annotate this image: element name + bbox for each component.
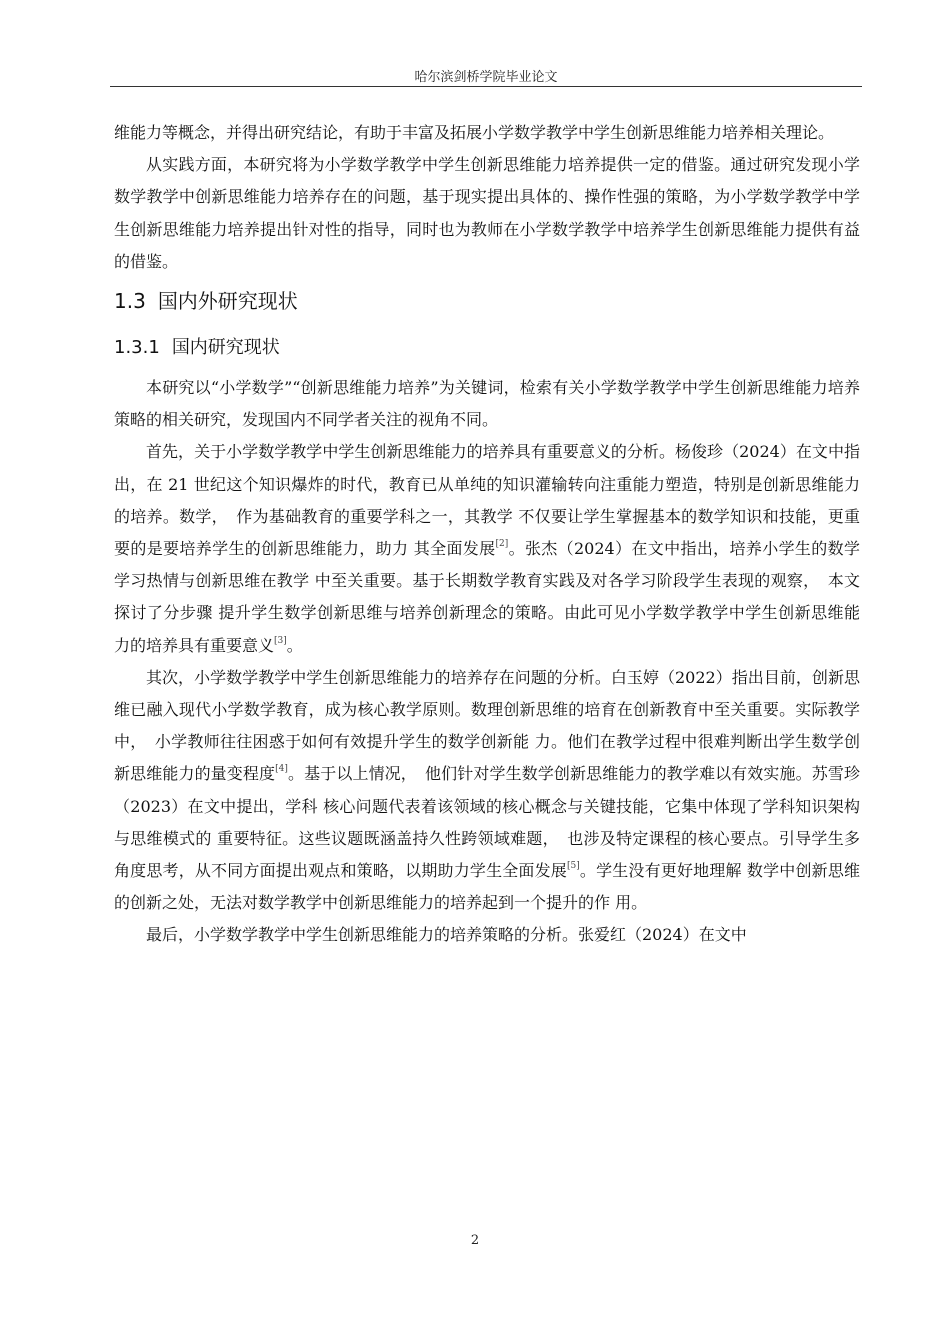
paragraph-text: 其次，小学数学教学中学生创新思维能力的培养存在问题的分析。白玉婷（2022）指出目前，创新思维已融入现代小学数学教育，成为核心教学原则。数理创新思维的培育在创新教育中至关重要。实际教学中， 小学教师往往困惑于如何有效提升学生的数学创新能 力。他们在教学过程中很难判断出学生数学创新思维能力的量变程度 <box>114 667 860 784</box>
section-heading-1-3 <box>114 278 860 324</box>
paragraph-text: 。 <box>286 635 303 655</box>
paragraph-significance <box>114 436 860 661</box>
paragraph-text: 。学生没有更好地理解 数学中创新思维的创新之处，无法对数学教学中创新思维能力的培养起到一个提升的作 用。 <box>114 861 860 913</box>
page-body <box>114 117 860 952</box>
paragraph-problems <box>114 662 860 920</box>
subsection-heading-1-3-1 <box>114 324 860 372</box>
subsection-title: 国内研究现状 <box>171 337 280 359</box>
paragraph-text: 。基于以上情况， 他们针对学生数学创新思维能力的教学难以有效实施。苏雪珍（2023）在文中提出，学科 核心问题代表着该领域的核心概念与关键技能，它集中体现了学科知识架构与思维模式的 重要特征。这些议题既涵盖持久性跨领域难题， 也涉及特定课程的核心要点。引导学生多 角度思考，从不同方面提出观点和策略，以期助力学生全面发展 <box>114 764 860 881</box>
subsection-number: 1.3.1 <box>114 337 160 359</box>
section-title: 国内外研究现状 <box>157 289 298 314</box>
page-number: 2 <box>470 1233 480 1248</box>
paragraph-practice: 从实践方面，本研究将为小学数学教学中学生创新思维能力培养提供一定的借鉴。通过研究发现小学数学教学中创新思维能力培养存在的问题，基于现实提出具体的、操作性强的策略，为小学数学教学中学生创新思维能力培养提出针对性的指导，同时也为教师在小学数学教学中培养学生创新思维能力提供有益的借鉴。 <box>114 155 860 271</box>
citation-2: [2] <box>495 539 509 550</box>
paragraph-text: 首先，关于小学数学教学中学生创新思维能力的培养具有重要意义的分析。杨俊珍（2024）在文中指出，在 21 世纪这个知识爆炸的时代，教育已从单纯的知识灌输转向注重能力塑造，特别是创新思维能力的培养。数学， 作为基础教育的重要学科之一，其教学 不仅要让学生掌握基本的数学知识和技能，更重要的是要培养学生的创新思维能力，助力 其全面发展 <box>114 442 860 559</box>
running-header: 哈尔滨剑桥学院毕业论文 <box>414 70 558 85</box>
header-rule <box>110 86 862 87</box>
paragraph-strategies: 最后，小学数学教学中学生创新思维能力的培养策略的分析。张爱红（2024）在文中 <box>146 925 747 945</box>
paragraph-continuation: 维能力等概念，并得出研究结论，有助于丰富及拓展小学数学教学中学生创新思维能力培养相关理论。 <box>114 123 835 142</box>
citation-3: [3] <box>274 635 287 646</box>
citation-4: [4] <box>275 764 288 775</box>
paragraph-intro: 本研究以“小学数学”“创新思维能力培养”为关键词，检索有关小学数学教学中学生创新思维能力培养策略的相关研究，发现国内不同学者关注的视角不同。 <box>114 378 860 430</box>
citation-5: [5] <box>566 861 580 872</box>
section-number: 1.3 <box>114 289 146 314</box>
paragraph-text: 。张杰（2024）在文中指出，培养小学生的数学学习热情与创新思维在教学 中至关重要。基于长期数学教育实践及对各学习阶段学生表现的观察， 本文探讨了分步骤 提升学生数学创新思维与培养创新理念的策略。由此可见小学数学教学中学生创新思维能 力的培养具有重要意义 <box>114 539 860 655</box>
